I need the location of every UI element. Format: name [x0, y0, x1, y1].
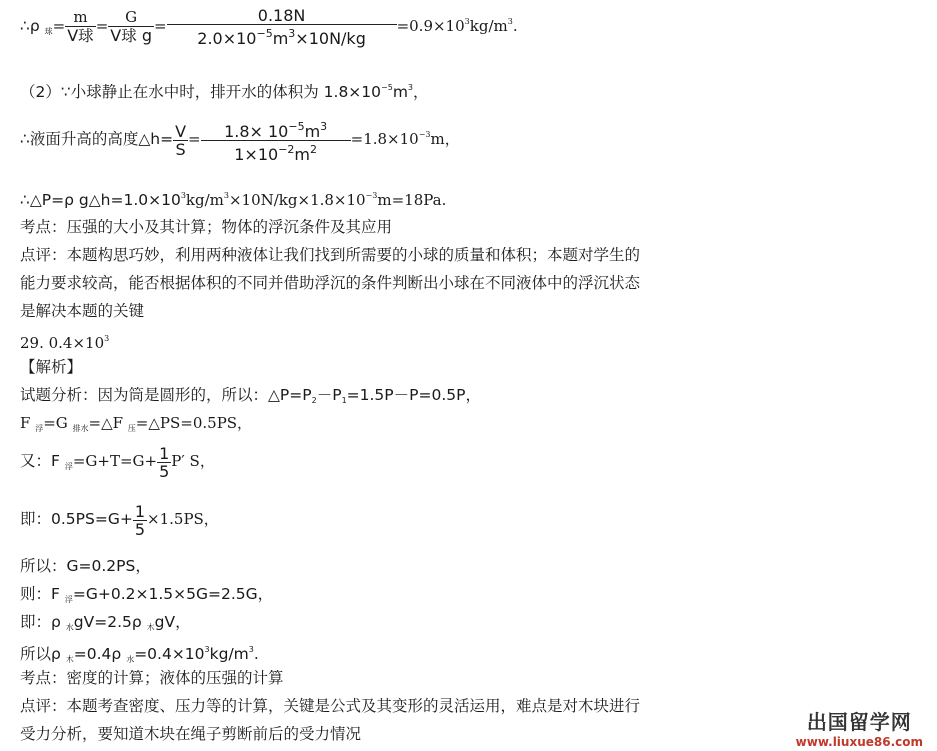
denominator: 5 — [134, 519, 146, 539]
exp: 3 — [288, 27, 296, 40]
numerator: 1 — [134, 501, 146, 521]
v: V — [67, 26, 79, 45]
unit: kg/m — [469, 17, 508, 35]
exp: 3 — [464, 17, 470, 26]
text: ∴液面升高的高度△h= — [20, 130, 174, 148]
denominator: S — [175, 139, 186, 159]
g: g — [141, 26, 152, 45]
exp: 3 — [248, 645, 254, 654]
exp: −3 — [418, 130, 431, 139]
fraction-one-fifth — [157, 445, 171, 480]
sub: 1 — [341, 396, 347, 405]
exp: 3 — [204, 645, 210, 654]
text: 所以ρ — [20, 645, 66, 663]
text: 试题分析：因为筒是圆形的，所以：△P=P — [20, 386, 312, 404]
equals: = — [95, 17, 109, 35]
ie-line-1 — [20, 499, 219, 539]
denominator — [108, 27, 154, 45]
watermark-logo — [796, 706, 923, 749]
sub: 水 — [65, 623, 74, 632]
text: P′ S， — [171, 452, 215, 470]
sub: 木 — [65, 655, 74, 664]
text: =△F — [88, 414, 128, 432]
sub: 浮 — [64, 595, 73, 604]
exp: 2 — [310, 142, 317, 156]
ball: 球 — [121, 27, 137, 45]
sub: 浮 — [64, 462, 73, 471]
text: =1.5P－P=0.5P， — [346, 386, 481, 404]
denominator — [65, 27, 95, 45]
exp: −3 — [365, 191, 378, 200]
numerator: G — [108, 9, 154, 27]
text: =0.4×10 — [134, 645, 205, 663]
exp: 3 — [507, 17, 513, 26]
sub: 水 — [126, 655, 135, 664]
text: gV， — [154, 613, 191, 631]
exp: 3 — [320, 119, 328, 133]
numerator: 1 — [159, 443, 170, 463]
a: 1×10 — [234, 144, 279, 164]
analysis-line-1 — [20, 385, 481, 411]
text: m=18Pa. — [377, 191, 447, 209]
text: －P — [316, 386, 342, 404]
fraction-volume — [201, 118, 351, 163]
fraction-mass — [167, 7, 397, 47]
text: =G+0.2×1.5×5G=2.5G， — [72, 585, 274, 603]
therefore-rho: ∴ρ — [20, 17, 45, 35]
part2-line — [20, 78, 429, 102]
f: F — [20, 414, 36, 432]
text: =△PS=0.5PS， — [135, 414, 253, 432]
pressure-line — [20, 186, 446, 210]
watermark-url: www.liuxue86.com — [795, 735, 923, 749]
period: . — [253, 645, 259, 663]
ie-line-2 — [20, 612, 191, 638]
denominator — [167, 25, 397, 47]
watermark-text: 出国留学网 — [806, 710, 912, 734]
text: （2）∵小球静止在水中时，排开水的体积为 1.8×10 — [20, 83, 382, 101]
sub: 压 — [127, 424, 136, 433]
b: m — [304, 121, 321, 141]
numerator — [201, 118, 351, 141]
text: ×10N/kg×1.8×10 — [228, 191, 366, 209]
result: =0.9×10 — [396, 17, 465, 35]
dianping-2a: 点评：本题考查密度、压力等的计算，关键是公式及其变形的灵活运用，难点是对木块进行 — [20, 697, 641, 715]
text: ∴△P=ρ g△h=1.0×10 — [20, 191, 181, 209]
equals: = — [153, 17, 167, 35]
exp: 3 — [223, 191, 229, 200]
exp: −5 — [381, 83, 393, 92]
equals: = — [188, 130, 201, 148]
exp: −5 — [288, 119, 305, 133]
unit: kg/m — [185, 191, 224, 209]
kaodian-1: 考点：压强的大小及其计算；物体的浮沉条件及其应用 — [20, 218, 393, 236]
fraction-v-over-s — [173, 123, 188, 158]
unit: kg/m — [209, 645, 249, 663]
text: =0.4ρ — [73, 645, 127, 663]
height-rise-line — [20, 112, 460, 164]
analysis-heading: 【解析】 — [20, 358, 83, 376]
dianping-1b: 能力要求较高，能否根据体积的不同并借助浮沉的条件判断出小球在不同液体中的浮沉状态 — [20, 274, 641, 292]
result: =1.8×10 — [350, 130, 419, 148]
sub: 浮 — [35, 424, 44, 433]
den-c: ×10N/kg — [295, 29, 366, 48]
exp: −5 — [256, 27, 273, 40]
exp: 3 — [104, 334, 110, 343]
then-line — [20, 584, 273, 610]
numerator: V — [175, 121, 187, 141]
v: V — [110, 26, 122, 45]
exp: −2 — [278, 142, 295, 156]
text: gV=2.5ρ — [73, 613, 147, 631]
fraction-g-over-vg — [108, 9, 154, 45]
den-b: m — [272, 29, 289, 48]
sub: 排水 — [72, 424, 89, 433]
kaodian-2: 考点：密度的计算；液体的压强的计算 — [20, 669, 284, 687]
a: 1.8× 10 — [224, 121, 289, 141]
numerator: 0.18N — [167, 7, 397, 25]
end: ， — [413, 83, 429, 101]
exp: 3 — [180, 191, 186, 200]
b: m — [294, 144, 310, 164]
text: ×1.5PS， — [147, 510, 219, 528]
dianping-2b: 受力分析，要知道木块在绳子剪断前后的受力情况 — [20, 725, 362, 743]
density-equation-line — [20, 2, 518, 48]
ball: 球 — [78, 27, 94, 45]
dianping-1a: 点评：本题构思巧妙，利用两种液体让我们找到所需要的小球的质量和体积；本题对学生的 — [20, 246, 641, 264]
numerator: m — [65, 9, 95, 27]
end: m， — [430, 130, 460, 148]
text: 即：0.5PS=G+ — [20, 510, 133, 528]
exp: 3 — [407, 83, 414, 92]
sub: 2 — [311, 396, 317, 405]
so-g-line: 所以：G=0.2PS， — [20, 557, 151, 575]
fraction-m-over-v — [65, 9, 95, 45]
answer: 29. 0.4×10 — [20, 334, 105, 352]
text: 则：F — [20, 585, 65, 603]
text: 又：F — [20, 452, 65, 470]
text: =G+T=G+ — [72, 452, 158, 470]
sub-ball: 球 — [44, 27, 53, 36]
denominator: 5 — [159, 461, 170, 481]
buoyancy-line — [20, 413, 252, 439]
equals: = — [52, 17, 66, 35]
fraction-one-fifth — [133, 503, 147, 538]
text: 即：ρ — [20, 613, 66, 631]
also-line — [20, 441, 215, 481]
denominator — [201, 141, 351, 163]
period: . — [512, 17, 518, 35]
sub: 木 — [146, 623, 155, 632]
dianping-1c: 是解决本题的关键 — [20, 302, 145, 320]
text: =G — [43, 414, 73, 432]
den-a: 2.0×10 — [197, 29, 257, 48]
so-rho-line — [20, 640, 259, 670]
question-29-answer — [20, 329, 109, 353]
m: m — [392, 83, 408, 101]
